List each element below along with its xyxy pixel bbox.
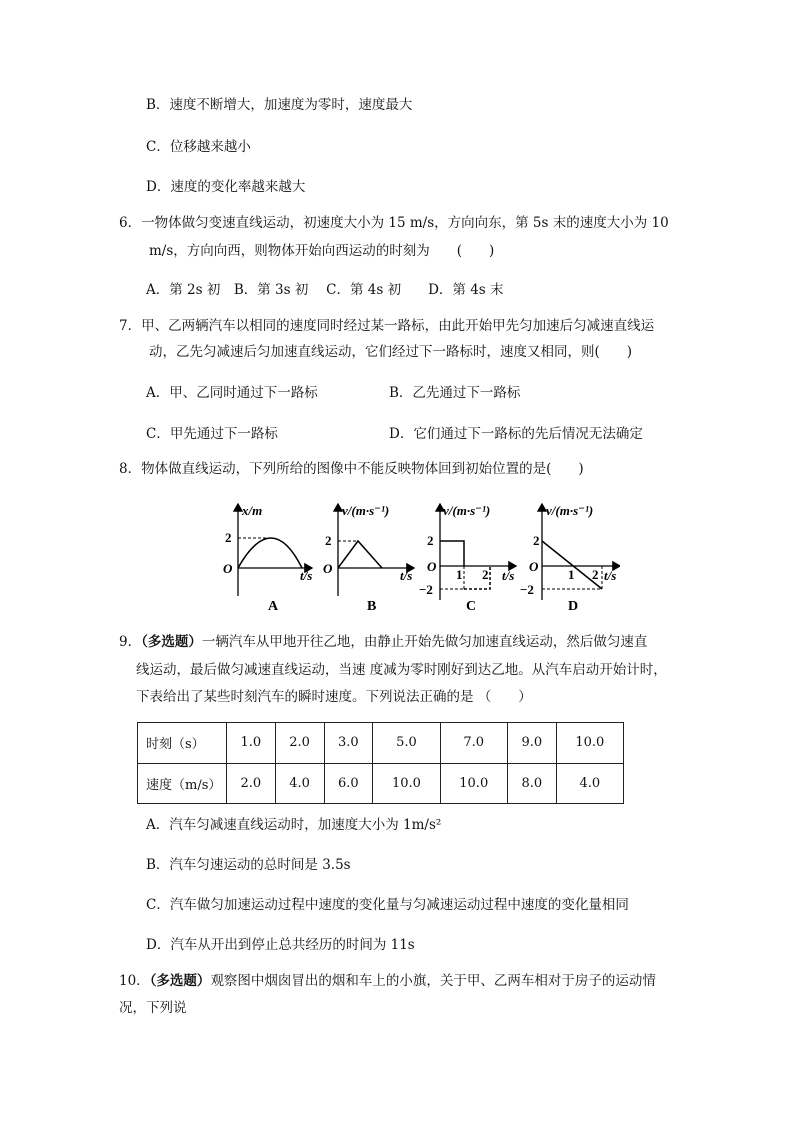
q9-table <box>137 722 624 804</box>
graph-b-xlabel: t/s <box>400 568 413 583</box>
graph-c-tick-2: 2 <box>427 533 434 548</box>
q9-stem-line2: 线运动，最后做匀减速直线运动，当速 度减为零时刚好到达乙地。从汽车启动开始计时， <box>136 662 667 678</box>
table-cell: 速度（m/s） <box>138 763 227 804</box>
q9-stem-line3: 下表给出了某些时刻汽车的瞬时速度。下列说法正确的是 （ ） <box>136 689 532 705</box>
q8-graphs <box>200 500 620 618</box>
q8-graph-a <box>223 503 312 614</box>
graph-b-tick-2: 2 <box>325 533 332 548</box>
table-cell: 9.0 <box>507 723 556 764</box>
graph-c-xlabel: t/s <box>502 568 515 583</box>
graph-a-xlabel: t/s <box>300 568 313 583</box>
q9-option-d: D．汽车从开出到停止总共经历的时间为 11s <box>146 937 415 953</box>
q7-option-c: C．甲先通过下一路标 <box>146 426 278 442</box>
graph-c-origin: O <box>427 559 437 574</box>
table-row <box>138 763 624 804</box>
graph-a-origin: O <box>223 561 233 576</box>
table-cell: 4.0 <box>556 763 623 804</box>
graph-a-label: A <box>268 599 279 614</box>
q9-tag: （多选题） <box>141 634 202 650</box>
q7-option-d: D．它们通过下一路标的先后情况无法确定 <box>389 426 643 442</box>
table-cell: 5.0 <box>373 723 440 764</box>
q10-stem-line2: 况，下列说 <box>119 1000 187 1016</box>
table-cell: 10.0 <box>440 763 507 804</box>
graph-d-tick-x2: 2 <box>592 567 599 582</box>
graph-c-label: C <box>466 599 477 614</box>
q10-tag: （多选题） <box>149 973 211 989</box>
q9-option-b: B．汽车匀速运动的总时间是 3.5s <box>146 857 351 873</box>
q7-option-a: A．甲、乙同时通过下一路标 <box>146 385 318 401</box>
table-row <box>138 723 624 764</box>
table-cell: 6.0 <box>324 763 373 804</box>
graph-a-ylabel: x/m <box>242 503 263 518</box>
graph-d-tick-1: 1 <box>568 567 575 582</box>
q7-stem-line1: 7．甲、乙两辆汽车以相同的速度同时经过某一路标，由此开始甲先匀加速后匀减速直线运 <box>119 318 655 334</box>
table-cell: 3.0 <box>324 723 373 764</box>
graph-d-label: D <box>568 599 579 614</box>
q7-stem-line2: 动，乙先匀减速后匀加速直线运动，它们经过下一路标时，速度又相同，则( ) <box>149 344 633 360</box>
q9-number: 9． <box>119 634 142 650</box>
q9-option-a: A．汽车匀减速直线运动时，加速度大小为 1m/s² <box>146 817 442 833</box>
table-cell: 8.0 <box>507 763 556 804</box>
q9-stem-text: 一辆汽车从甲地开往乙地，由静止开始先做匀加速直线运动，然后做匀速直 <box>201 634 648 650</box>
table-cell: 10.0 <box>373 763 440 804</box>
q10-number: 10． <box>119 973 150 989</box>
graph-b-label: B <box>367 599 377 614</box>
table-cell: 10.0 <box>556 723 623 764</box>
q8-graph-b <box>323 503 414 614</box>
q8-graph-c <box>419 503 516 614</box>
q8-graph-d <box>520 503 620 614</box>
q10-stem-line1 <box>119 971 656 991</box>
q9-option-c: C．汽车做匀加速运动过程中速度的变化量与匀减速运动过程中速度的变化量相同 <box>146 897 629 913</box>
graph-a-tick-2: 2 <box>225 530 232 545</box>
q9-stem-line1 <box>119 632 647 652</box>
q6-stem-line1: 6．一物体做匀变速直线运动，初速度大小为 15 m/s，方向向东，第 5s 末的速度大小为 10 <box>119 215 669 231</box>
q6-stem-line2: m/s，方向向西，则物体开始向西运动的时刻为 ( ) <box>149 243 495 259</box>
graph-d-ylabel: v/(m·s⁻¹) <box>546 503 594 518</box>
q8-stem: 8．物体做直线运动，下列所给的图像中不能反映物体回到初始位置的是( ) <box>119 461 584 477</box>
table-cell: 时刻（s） <box>138 723 227 764</box>
graph-c-tick-1: 1 <box>456 567 463 582</box>
q6-options: A．第 2s 初 B．第 3s 初 C．第 4s 初 D．第 4s 末 <box>146 282 504 298</box>
q5-option-b: B．速度不断增大，加速度为零时，速度最大 <box>146 97 413 113</box>
graph-d-tick-2: 2 <box>533 533 540 548</box>
table-cell: 2.0 <box>227 763 276 804</box>
graph-d-xlabel: t/s <box>604 568 617 583</box>
q10-stem-text: 观察图中烟囱冒出的烟和车上的小旗，关于甲、乙两车相对于房子的运动情 <box>210 973 656 989</box>
q7-option-b: B．乙先通过下一路标 <box>389 385 521 401</box>
graph-b-ylabel: v/(m·s⁻¹) <box>342 503 390 518</box>
graph-d-origin: O <box>529 559 539 574</box>
graph-b-origin: O <box>323 561 333 576</box>
table-cell: 4.0 <box>275 763 324 804</box>
table-cell: 2.0 <box>275 723 324 764</box>
graph-c-ylabel: v/(m·s⁻¹) <box>443 503 491 518</box>
q5-option-d: D．速度的变化率越来越大 <box>146 179 306 195</box>
table-cell: 1.0 <box>227 723 276 764</box>
q5-option-c: C．位移越来越小 <box>146 139 251 155</box>
table-cell: 7.0 <box>440 723 507 764</box>
graph-c-tick-x2: 2 <box>482 567 489 582</box>
graph-c-tick-neg2: −2 <box>419 582 433 597</box>
graph-d-tick-neg2: −2 <box>520 582 534 597</box>
